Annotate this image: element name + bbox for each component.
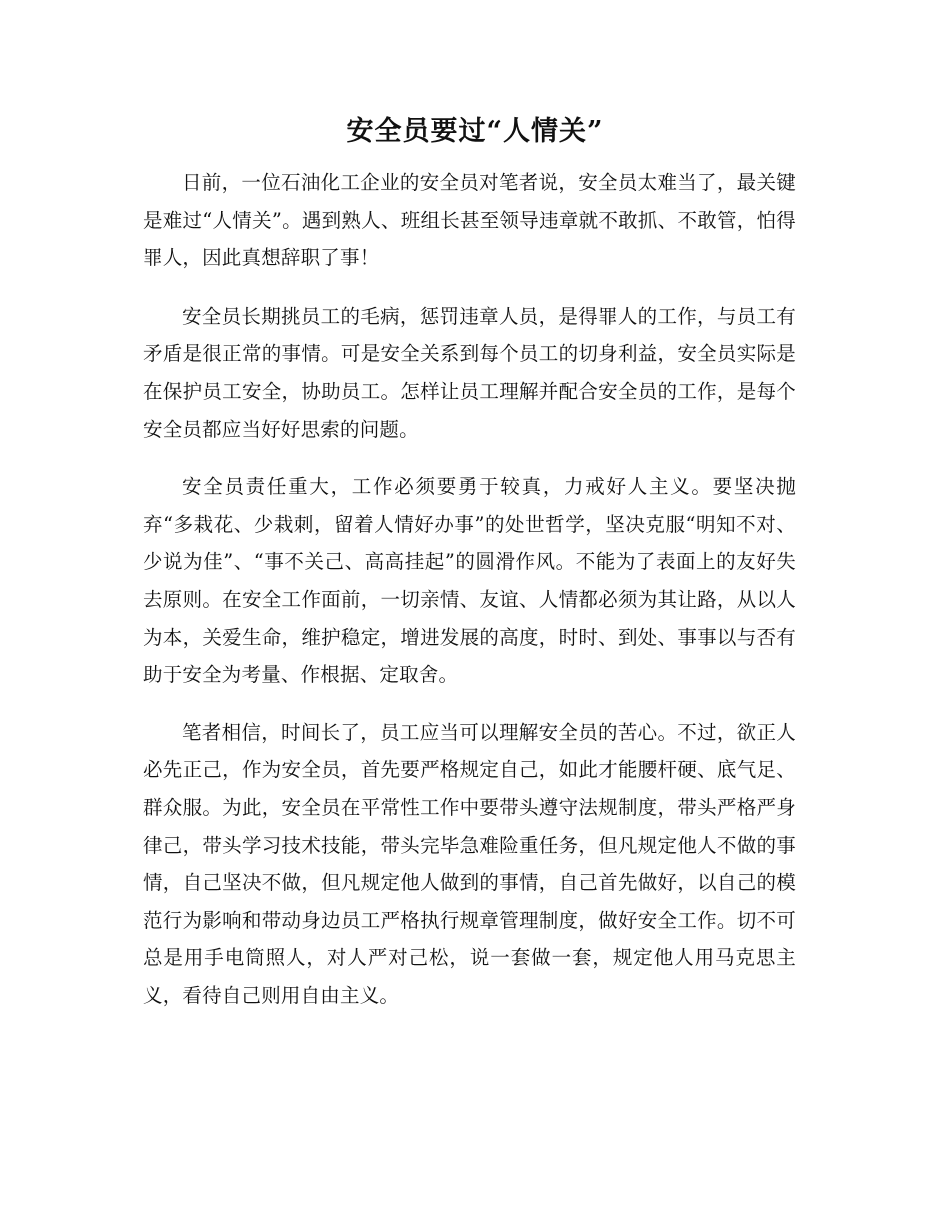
- paragraph-2: 安全员长期挑员工的毛病，惩罚违章人员，是得罪人的工作，与员工有矛盾是很正常的事情。可是安全关系到每个员工的切身利益，安全员实际是在保护员工安全，协助员工。怎样让员工理解并配合安全员的工作，是每个安全员都应当好好思索的问题。: [143, 304, 796, 441]
- document-title: 安全员要过“人情关”: [346, 116, 604, 147]
- paragraph-3: 安全员责任重大，工作必须要勇于较真，力戒好人主义。要坚决抛弃“多栽花、少栽刺，留着人情好办事”的处世哲学，坚决克服“明知不对、少说为佳”、“事不关己、高高挂起”的圆滑作风。不能为了表面上的友好失去原则。在安全工作面前，一切亲情、友谊、人情都必须为其让路，从以人为本，关爱生命，维护稳定，增进发展的高度，时时、到处、事事以与否有助于安全为考量、作根据、定取舍。: [143, 475, 796, 687]
- document-body: [143, 164, 796, 1034]
- paragraph-4: 笔者相信，时间长了，员工应当可以理解安全员的苦心。不过，欲正人必先正己，作为安全员，首先要严格规定自己，如此才能腰杆硬、底气足、群众服。为此，安全员在平常性工作中要带头遵守法规制度，带头严格严身律己，带头学习技术技能，带头完毕急难险重任务，但凡规定他人不做的事情，自己坚决不做，但凡规定他人做到的事情，自己首先做好，以自己的模范行为影响和带动身边员工严格执行规章管理制度，做好安全工作。切不可总是用手电筒照人，对人严对己松，说一套做一套，规定他人用马克思主义，看待自己则用自由主义。: [143, 720, 796, 1007]
- paragraph-1: 日前，一位石油化工企业的安全员对笔者说，安全员太难当了，最关键是难过“人情关”。遇到熟人、班组长甚至领导违章就不敢抓、不敢管，怕得罪人，因此真想辞职了事！: [143, 171, 796, 270]
